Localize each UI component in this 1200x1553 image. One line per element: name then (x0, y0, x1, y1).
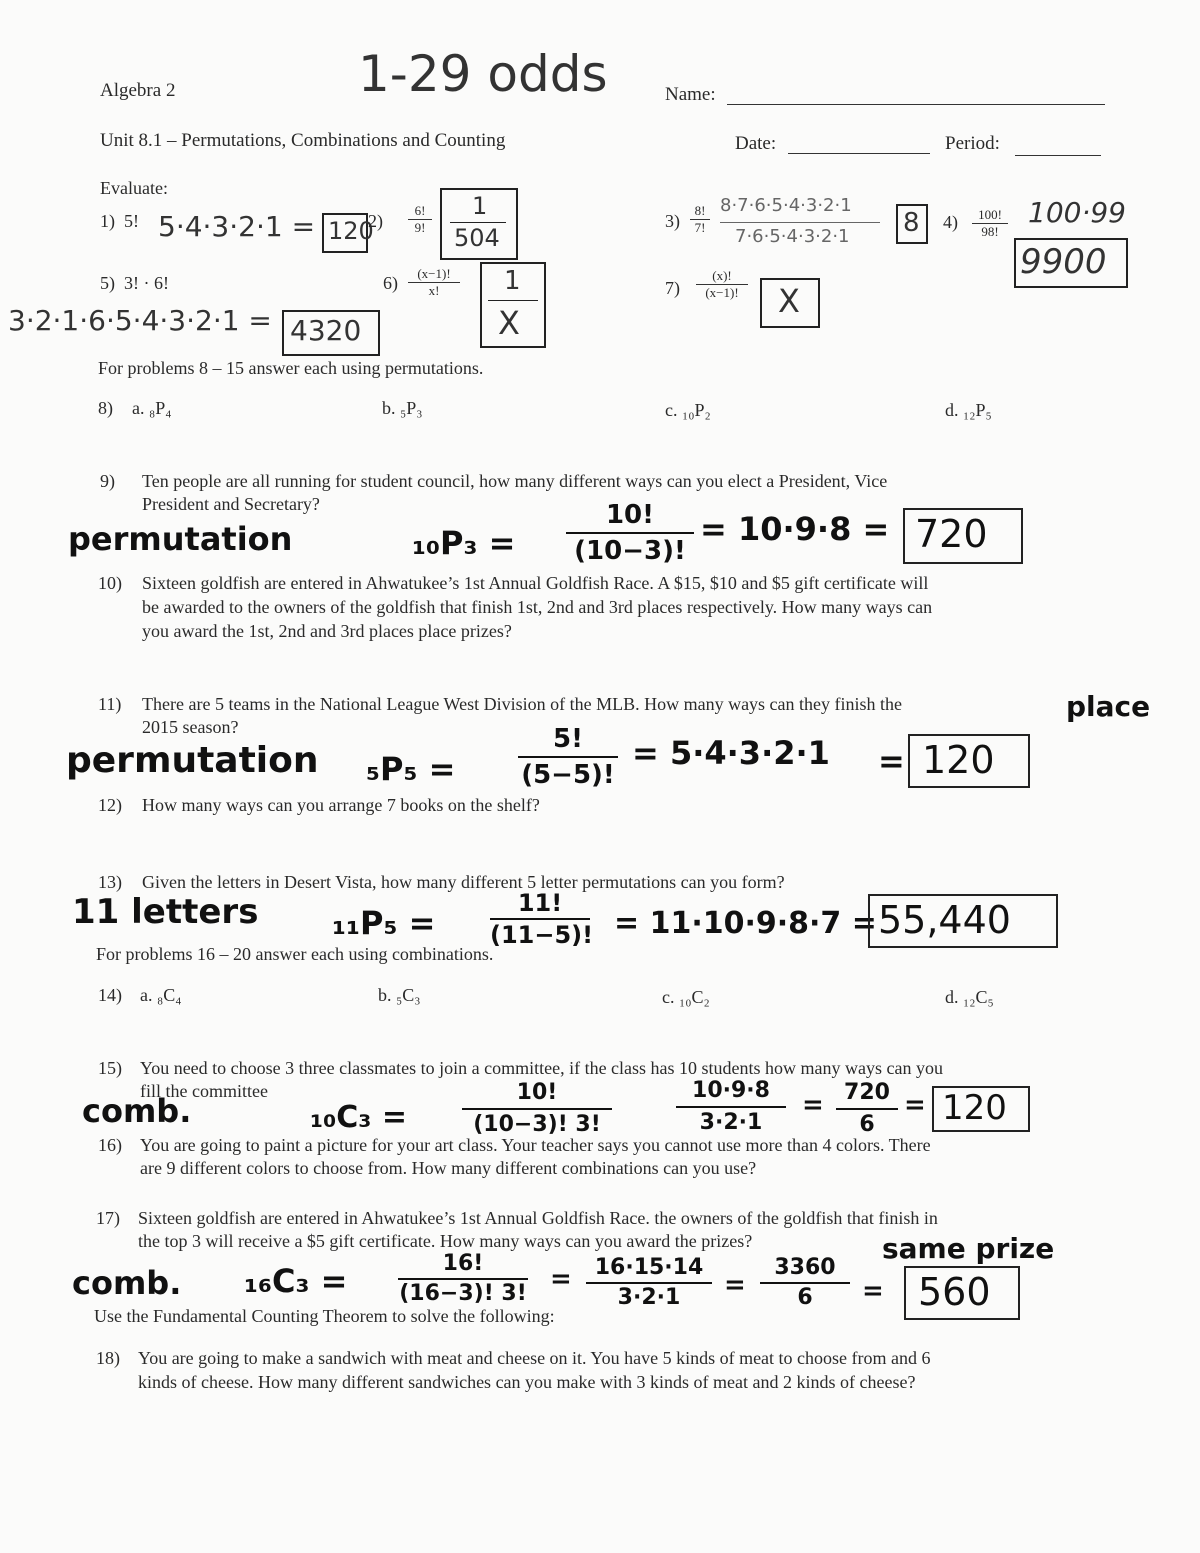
handwritten-work: = 11·10·9·8·7 = (614, 906, 877, 941)
problem-fraction (696, 268, 748, 301)
answer: 9900 (1020, 242, 1107, 282)
answer-box (1014, 238, 1128, 288)
problem-expression: 5! (124, 211, 139, 231)
handwritten-work: ₅P₅ = (366, 750, 456, 788)
handwritten-work: 100·99 (1028, 196, 1126, 229)
problem-text-line1: You are going to paint a picture for your art class. Your teacher says you cannot use more than 4 colors. There (140, 1135, 931, 1155)
problem-part-a: a. ₈C₄ (140, 985, 182, 1005)
problem-part-c: c. ₁₀P₂ (665, 400, 711, 420)
handwritten-equals: = (862, 1276, 884, 1306)
problem-number: 4) (943, 212, 958, 232)
answer-box (903, 508, 1023, 564)
problem-fraction (972, 207, 1008, 240)
problem-text-line2: be awarded to the owners of the goldfish that finish 1st, 2nd and 3rd places respectively. How many ways can (142, 597, 933, 617)
problem-number: 10) (98, 573, 122, 593)
answer: 560 (918, 1270, 991, 1314)
course-title: Algebra 2 (100, 80, 176, 101)
fraction-denominator: (11−5)! (490, 921, 594, 949)
evaluate-heading: Evaluate: (100, 178, 168, 198)
problem-number: 13) (98, 872, 122, 892)
problem-text-line3: you award the 1st, 2nd and 3rd places place prizes? (142, 621, 512, 641)
problem-number: 12) (98, 795, 122, 815)
fraction-denominator: 3·2·1 (699, 1110, 763, 1135)
problem-number: 8) (98, 398, 113, 418)
problem-fraction (408, 266, 460, 299)
answer-box (760, 278, 820, 328)
handwritten-work: ₁₆C₃ = (244, 1262, 348, 1300)
handwritten-work: ₁₁P₅ = (332, 904, 436, 942)
fraction-numerator: 8! (690, 203, 710, 220)
fraction-denominator: (10−3)! (574, 536, 686, 566)
handwritten-work-numerator: 8·7·6·5·4·3·2·1 (720, 195, 852, 216)
problem-number: 11) (98, 694, 122, 714)
handwritten-method-label: permutation (68, 520, 293, 558)
fraction-numerator: 10·9·8 (676, 1076, 786, 1108)
answer-numerator: 1 (472, 192, 488, 220)
answer-denominator: 504 (454, 224, 500, 252)
fraction-denominator: 3·2·1 (617, 1285, 681, 1310)
problem-expression: 3! · 6! (124, 273, 169, 293)
problem-part-d: d. ₁₂P₅ (945, 400, 992, 420)
answer: 55,440 (878, 898, 1011, 942)
fraction-denominator: 9! (414, 220, 426, 235)
date-blank[interactable] (788, 153, 930, 154)
answer: 120 (328, 217, 374, 245)
answer-numerator: 1 (504, 266, 521, 296)
section-instructions: Use the Fundamental Counting Theorem to solve the following: (94, 1306, 555, 1326)
fraction-denominator: (16−3)! 3! (399, 1281, 527, 1306)
handwritten-fraction (398, 1250, 528, 1308)
problem-number: 2) (368, 211, 383, 231)
date-label: Date: (735, 133, 777, 154)
problem-number: 15) (98, 1058, 122, 1078)
handwritten-work: = 5·4·3·2·1 (632, 734, 830, 772)
fraction-bar (720, 222, 880, 223)
handwritten-equals: = (878, 742, 905, 780)
problem-number: 7) (665, 278, 680, 298)
answer-box (868, 894, 1058, 948)
problem-part-b: b. ₅C₃ (378, 985, 421, 1005)
fraction-numerator: 5! (518, 722, 618, 758)
fraction-numerator: 10! (566, 498, 694, 534)
handwritten-fraction (490, 888, 594, 950)
problem-text-line2: kinds of cheese. How many different sandwiches can you make with 3 kinds of meat and 2 kinds of cheese? (138, 1372, 916, 1392)
problem-text-line1: There are 5 teams in the National League West Division of the MLB. How many ways can they finish the (142, 694, 903, 714)
fraction-denominator: (10−3)! 3! (473, 1112, 601, 1137)
answer-box (896, 204, 928, 244)
answer: 4320 (290, 314, 362, 347)
fraction-bar (450, 222, 506, 223)
period-blank[interactable] (1015, 155, 1101, 156)
handwritten-work: = 10·9·8 = (700, 510, 890, 548)
answer-box (908, 734, 1030, 788)
fraction-numerator: 10! (462, 1078, 612, 1110)
problem-text-line2: 2015 season? (142, 717, 239, 737)
fraction-numerator: 16·15·14 (586, 1254, 712, 1284)
fraction-numerator: 6! (408, 203, 432, 220)
handwritten-fraction (518, 722, 618, 792)
handwritten-fraction (836, 1078, 898, 1140)
answer-box (932, 1086, 1030, 1132)
fraction-denominator: (x−1)! (705, 285, 739, 300)
problem-number: 1) (100, 211, 115, 231)
problem-text-line2: are 9 different colors to choose from. How many different combinations can you use? (140, 1158, 757, 1178)
fraction-denominator: 7! (694, 220, 706, 235)
problem-text-line2: President and Secretary? (142, 494, 320, 514)
handwritten-fraction (566, 498, 694, 568)
handwritten-equals: = (904, 1090, 926, 1120)
handwritten-fraction (462, 1078, 612, 1140)
handwritten-work: ₁₀C₃ = (310, 1100, 408, 1135)
section-instructions: For problems 16 – 20 answer each using combinations. (96, 944, 494, 964)
handwritten-method-label: comb. (72, 1264, 182, 1302)
unit-title: Unit 8.1 – Permutations, Combinations and Counting (100, 130, 506, 151)
name-label: Name: (665, 84, 716, 105)
problem-text-line1: Ten people are all running for student council, how many different ways can you elect a President, Vice (142, 471, 888, 491)
answer: X (778, 282, 800, 320)
problem-number: 17) (96, 1208, 120, 1228)
problem-number: 5) (100, 273, 115, 293)
problem-number: 3) (665, 211, 680, 231)
handwritten-work-denominator: 7·6·5·4·3·2·1 (735, 226, 850, 247)
problem-part-c: c. ₁₀C₂ (662, 987, 710, 1007)
answer-box (904, 1266, 1020, 1320)
answer: 120 (922, 738, 995, 782)
problem-part-d: d. ₁₂C₅ (945, 987, 994, 1007)
handwritten-equals: = (802, 1090, 824, 1120)
fraction-numerator: 3360 (760, 1254, 850, 1284)
handwritten-equals: = (724, 1270, 746, 1300)
section-instructions: For problems 8 – 15 answer each using permutations. (98, 358, 484, 378)
fraction-denominator: x! (428, 283, 440, 298)
handwritten-note: place (1066, 690, 1151, 723)
problem-text-line2: the top 3 will receive a $5 gift certificate. How many ways can you award the prizes? (138, 1231, 753, 1251)
answer-denominator: X (498, 304, 520, 342)
fraction-numerator: 11! (490, 888, 590, 920)
fraction-numerator: (x−1)! (408, 266, 460, 283)
fraction-denominator: (5−5)! (521, 760, 615, 790)
fraction-bar (488, 300, 538, 301)
handwritten-method-label: 11 letters (72, 892, 259, 932)
handwritten-assignment-note: 1-29 odds (358, 45, 608, 103)
problem-number: 16) (98, 1135, 122, 1155)
problem-text: Given the letters in Desert Vista, how many different 5 letter permutations can you form? (142, 872, 785, 892)
problem-text-line1: You need to choose 3 three classmates to join a committee, if the class has 10 students how many ways can you (140, 1058, 944, 1078)
problem-part-a: a. ₈P₄ (132, 398, 172, 418)
handwritten-fraction (586, 1254, 712, 1312)
period-label: Period: (945, 133, 1000, 154)
answer-box (480, 262, 546, 348)
problem-text-line1: Sixteen goldfish are entered in Ahwatukee’s 1st Annual Goldfish Race. the owners of the goldfish that finish in (138, 1208, 938, 1228)
problem-text-line1: You are going to make a sandwich with meat and cheese on it. You have 5 kinds of meat to choose from and 6 (138, 1348, 931, 1368)
problem-number: 9) (100, 471, 115, 491)
answer-box (322, 213, 374, 253)
fraction-numerator: 16! (398, 1250, 528, 1280)
answer: 720 (915, 512, 988, 556)
handwritten-method-label: permutation (66, 740, 319, 781)
answer-box (282, 310, 380, 356)
handwritten-work: ₁₀P₃ = (412, 524, 516, 562)
fraction-numerator: (x)! (696, 268, 748, 285)
fraction-denominator: 98! (981, 224, 999, 239)
handwritten-fraction (760, 1254, 850, 1312)
fraction-denominator: 6 (859, 1112, 875, 1137)
name-blank[interactable] (727, 104, 1105, 105)
problem-fraction (408, 203, 432, 236)
answer: 8 (903, 208, 920, 238)
handwritten-method-label: comb. (82, 1092, 192, 1130)
problem-fraction (690, 203, 710, 236)
problem-number: 6) (383, 273, 398, 293)
problem-text-line1: Sixteen goldfish are entered in Ahwatukee’s 1st Annual Goldfish Race. A $15, $10 and $5 gift certificate will (142, 573, 929, 593)
handwritten-equals: = (550, 1264, 572, 1294)
fraction-denominator: 6 (797, 1285, 813, 1310)
problem-number: 14) (98, 985, 122, 1005)
problem-text: How many ways can you arrange 7 books on the shelf? (142, 795, 540, 815)
handwritten-work: 5·4·3·2·1 = (158, 210, 316, 243)
problem-number: 18) (96, 1348, 120, 1368)
fraction-numerator: 100! (972, 207, 1008, 224)
problem-text-line2: fill the committee (140, 1081, 268, 1101)
answer-box (440, 188, 518, 260)
answer: 120 (942, 1088, 1007, 1128)
handwritten-work: 3·2·1·6·5·4·3·2·1 = (8, 304, 272, 337)
problem-part-b: b. ₅P₃ (382, 398, 423, 418)
handwritten-note: same prize (882, 1232, 1055, 1265)
fraction-numerator: 720 (836, 1078, 898, 1110)
handwritten-fraction (676, 1076, 786, 1138)
